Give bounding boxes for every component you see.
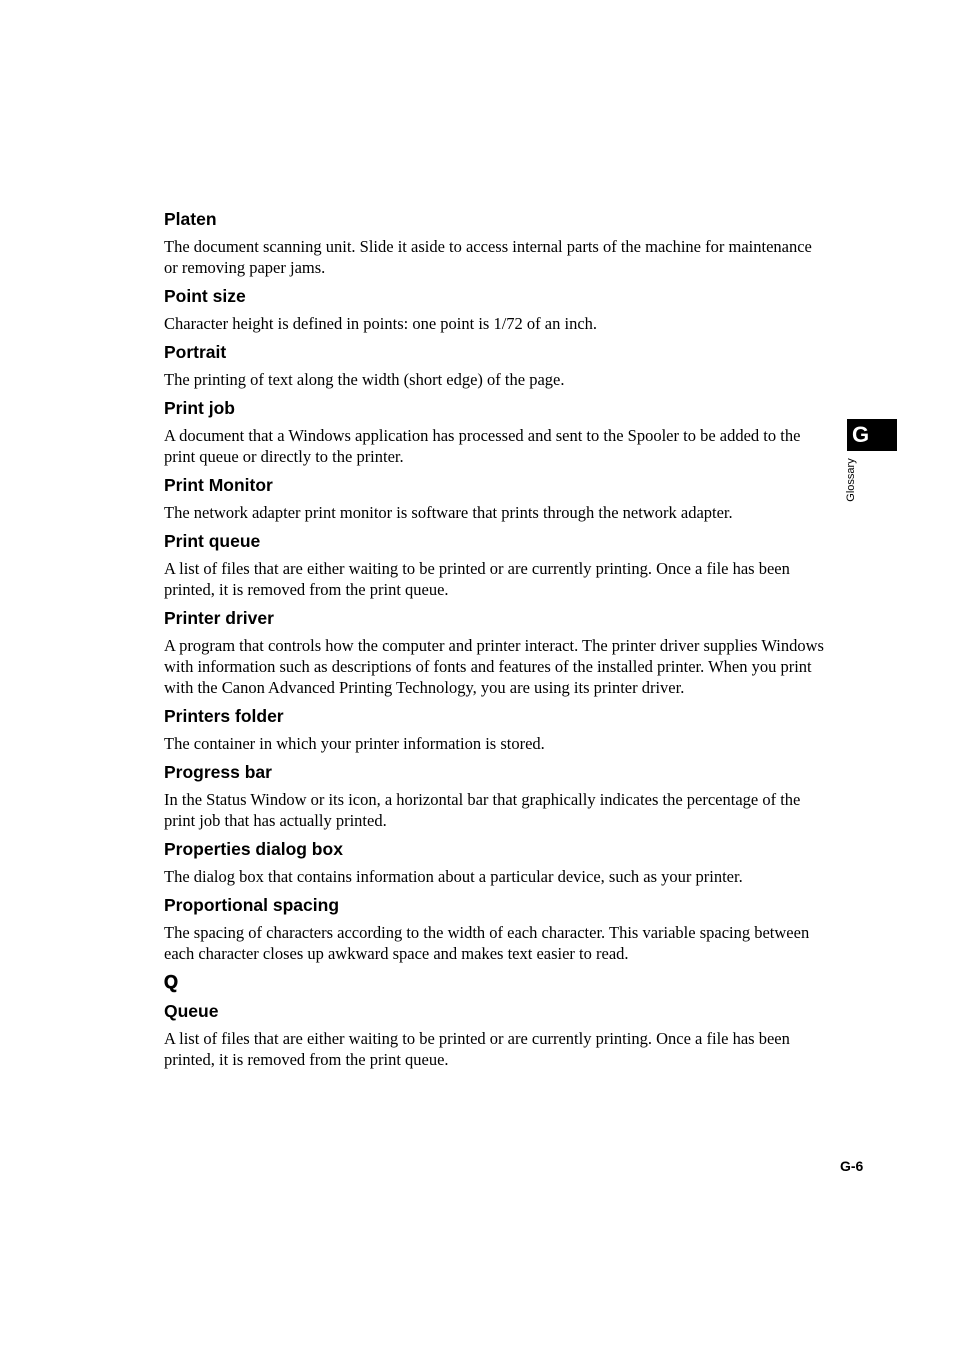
entry-definition: The printing of text along the width (short edge) of the page. xyxy=(164,370,565,389)
entry-definition: The network adapter print monitor is software that prints through the network adapter. xyxy=(164,503,733,522)
glossary-entry xyxy=(164,530,828,600)
glossary-entry xyxy=(164,208,828,278)
glossary-content xyxy=(164,208,828,1077)
entry-term: Portrait xyxy=(164,342,227,362)
glossary-entry xyxy=(164,705,828,754)
page-number: G-6 xyxy=(840,1158,864,1174)
glossary-entry xyxy=(164,1000,828,1070)
entry-term: Printers folder xyxy=(164,706,284,726)
section-tab-label: Glossary xyxy=(845,458,857,502)
entry-term: Properties dialog box xyxy=(164,839,343,859)
entry-definition: Character height is defined in points: one point is 1/72 of an inch. xyxy=(164,314,598,333)
section-letter-q: Q xyxy=(164,972,179,992)
entry-term: Proportional spacing xyxy=(164,895,340,915)
entry-term: Print queue xyxy=(164,531,261,551)
entry-term: Progress bar xyxy=(164,762,272,782)
entry-term: Platen xyxy=(164,209,217,229)
entry-definition: A list of files that are either waiting to be printed or are currently printing. Once a file has been printed, it is removed from the print queue. xyxy=(164,1029,790,1069)
glossary-entry xyxy=(164,761,828,831)
entry-definition: The dialog box that contains information about a particular device, such as your printer. xyxy=(164,867,743,886)
glossary-entry xyxy=(164,894,828,964)
entry-definition: The document scanning unit. Slide it aside to access internal parts of the machine for maintenance or removing paper jams. xyxy=(164,237,812,277)
glossary-entry xyxy=(164,397,828,467)
glossary-entry xyxy=(164,285,828,334)
entry-definition: A document that a Windows application has processed and sent to the Spooler to be added to the print queue or directly to the printer. xyxy=(164,426,801,466)
entry-definition: A program that controls how the computer and printer interact. The printer driver supplies Windows with information such as descriptions of fonts and features of the installed printer. When you print with the Canon Advanced Printing Technology, you are using its printer driver. xyxy=(164,636,824,697)
entry-definition: The spacing of characters according to the width of each character. This variable spacing between each character closes up awkward space and makes text easier to read. xyxy=(164,923,810,963)
section-tab: G xyxy=(847,419,897,451)
entry-definition: The container in which your printer information is stored. xyxy=(164,734,545,753)
entry-term: Queue xyxy=(164,1001,219,1021)
glossary-entry xyxy=(164,474,828,523)
entry-term: Print Monitor xyxy=(164,475,273,495)
glossary-entry xyxy=(164,341,828,390)
entry-definition: A list of files that are either waiting to be printed or are currently printing. Once a file has been printed, it is removed from the print queue. xyxy=(164,559,790,599)
glossary-entry xyxy=(164,838,828,887)
entry-term: Printer driver xyxy=(164,608,274,628)
glossary-entry xyxy=(164,607,828,698)
entry-definition: In the Status Window or its icon, a horizontal bar that graphically indicates the percentage of the print job that has actually printed. xyxy=(164,790,801,830)
entry-term: Print job xyxy=(164,398,235,418)
entry-term: Point size xyxy=(164,286,246,306)
